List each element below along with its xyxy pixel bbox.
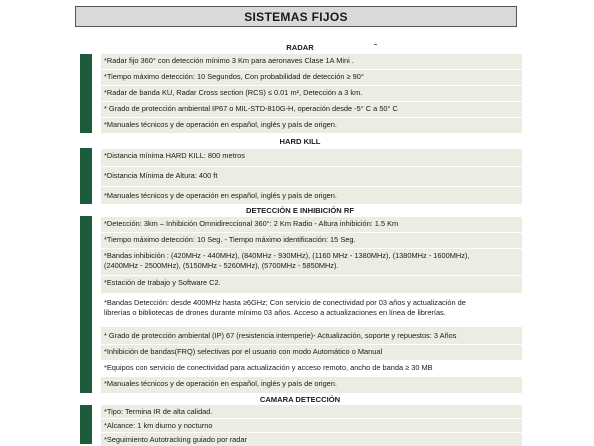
section-heading-hard-kill: HARD KILL xyxy=(279,137,321,146)
rf-item: *Equipos con servicio de conectividad para actualización y acceso remoto, ancho de banda ≥ 30 MB xyxy=(101,361,522,376)
radar-item: *Radar de banda KU, Radar Cross section (RCS) ≤ 0.01 m², Detección a 3 km. xyxy=(101,86,522,101)
section-heading-camara: CAMARA DETECCIÓN xyxy=(259,395,341,404)
document-title: SISTEMAS FIJOS xyxy=(75,6,517,27)
stray-mark xyxy=(374,44,377,45)
rf-item: *Manuales técnicos y de operación en español, inglés y país de origen. xyxy=(101,377,522,393)
rf-item: * Grado de protección ambiental (IP) 67 (resistencia intemperie)- Actualización, soporte y repuestos: 3 Años xyxy=(101,327,522,344)
hard-kill-item: *Distancia mínima HARD KILL: 800 metros xyxy=(101,149,522,166)
camara-item: *Tipo: Termina IR de alta calidad. xyxy=(101,405,522,418)
radar-item: *Manuales técnicos y de operación en español, inglés y país de origen. xyxy=(101,118,522,133)
rf-item: *Estación de trabajo y Software C2. xyxy=(101,276,522,293)
section-heading-rf: DETECCIÓN E INHIBICIÓN RF xyxy=(245,206,354,215)
hard-kill-item: *Manuales técnicos y de operación en español, inglés y país de origen. xyxy=(101,187,522,204)
rf-item: *Inhibición de bandas(FRQ) selectivas por el usuario con modo Automático o Manual xyxy=(101,345,522,360)
rf-item: *Bandas Detección: desde 400MHz hasta ≥6GHz; Con servicio de conectividad por 03 años y actualización de librerías o bibliotecas de drones durante mínimo 03 años. Acceso a actualizaciones en línea de librerías. xyxy=(101,294,522,326)
section-bar-camara xyxy=(80,405,92,444)
radar-item: *Radar fijo 360° con detección mínimo 3 Km para aeronaves Clase 1A Mini . xyxy=(101,54,522,69)
radar-item: *Tiempo máximo detección: 10 Segundos, Con probabilidad de detección ≥ 90° xyxy=(101,70,522,85)
hard-kill-item: *Distancia Mínima de Altura: 400 ft xyxy=(101,167,522,186)
section-bar-rf xyxy=(80,216,92,393)
rf-item: *Tiempo máximo detección: 10 Seg. - Tiempo máximo identificación: 15 Seg. xyxy=(101,233,522,248)
section-heading-radar: RADAR xyxy=(286,43,314,52)
camara-item: *Alcance: 1 km diurno y nocturno xyxy=(101,419,522,432)
rf-item: *Detección: 3km – Inhibición Omnidireccional 360°: 2 Km Radio - Altura inhibición: 1.5 Km xyxy=(101,217,522,232)
rf-item: *Bandas inhibición : (420MHz - 440MHz), (840MHz - 930MHz), (1160 MHz - 1380MHz), (1380MHz - 1600MHz), (2400MHz - 2500MHz), (5150MHz - 5260MHz), (5700MHz - 5850MHz). xyxy=(101,249,522,275)
section-bar-hard-kill xyxy=(80,148,92,204)
camara-item: *Seguimiento Autotracking guiado por radar xyxy=(101,433,522,446)
radar-item: * Grado de protección ambiental IP67 o MIL-STD-810G-H, operación desde -5° C a 50° C xyxy=(101,102,522,117)
section-bar-radar xyxy=(80,54,92,133)
